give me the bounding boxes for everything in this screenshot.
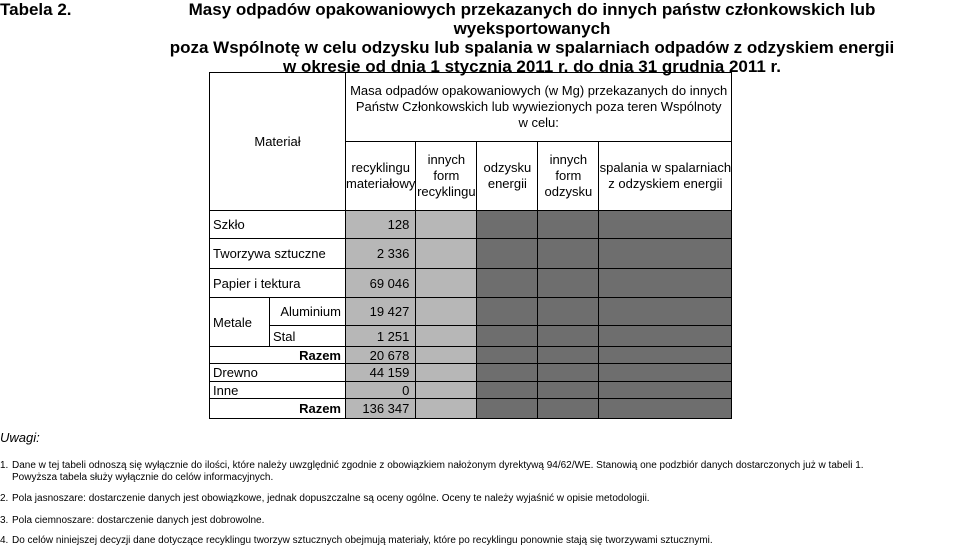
note-4-number: 4. xyxy=(0,535,9,546)
cell-inne-inne-recykling xyxy=(416,382,477,399)
cell-razem-recykling: 136 347 xyxy=(346,399,416,419)
cell-stal-inne-recykling xyxy=(416,326,477,347)
note-2-number: 2. xyxy=(0,493,9,504)
subheader-spalanie: spalania w spalarniach z odzyskiem energii xyxy=(599,142,732,211)
cell-inne-odzysk-energii xyxy=(477,382,538,399)
cell-razem-inne-odzysk xyxy=(538,399,599,419)
material-header: Materiał xyxy=(210,73,346,211)
cell-inne-spalanie xyxy=(599,382,732,399)
cell-szklo-recykling: 128 xyxy=(346,211,416,239)
row-label-metale-razem: Razem xyxy=(210,347,346,364)
cell-aluminium-odzysk-energii xyxy=(477,298,538,326)
cell-stal-inne-odzysk xyxy=(538,326,599,347)
table-row xyxy=(210,382,732,399)
row-label-inne: Inne xyxy=(210,382,346,399)
cell-papier-spalanie xyxy=(599,269,732,298)
row-label-szklo: Szkło xyxy=(210,211,346,239)
table-row xyxy=(210,326,732,347)
table-row xyxy=(210,298,732,326)
cell-stal-spalanie xyxy=(599,326,732,347)
subheader-inne-formy-recyklingu: innych form recyklingu xyxy=(416,142,477,211)
title-line-1: Masy odpadów opakowaniowych przekazanych do innych państw członkowskich lub wyeksportowanych xyxy=(188,0,876,38)
row-label-razem: Razem xyxy=(210,399,346,419)
cell-inne-recykling: 0 xyxy=(346,382,416,399)
table-row xyxy=(210,399,732,419)
cell-stal-recykling: 1 251 xyxy=(346,326,416,347)
table-row xyxy=(210,239,732,269)
table-row xyxy=(210,347,732,364)
note-3-text: Pola ciemnoszare: dostarczenie danych jest dobrowolne. xyxy=(12,515,265,526)
cell-metale-razem-inne-recykling xyxy=(416,347,477,364)
cell-razem-spalanie xyxy=(599,399,732,419)
table-label: Tabela 2. xyxy=(0,0,72,19)
data-table xyxy=(209,72,732,419)
notes-title: Uwagi: xyxy=(0,430,40,445)
note-1 xyxy=(0,460,960,484)
cell-aluminium-inne-recykling xyxy=(416,298,477,326)
cell-aluminium-recykling: 19 427 xyxy=(346,298,416,326)
note-2-text: Pola jasnoszare: dostarczenie danych jest obowiązkowe, jednak dopuszczalne są oceny ogólne. Oceny te należy wyjaśnić w opisie metodologii. xyxy=(12,493,650,504)
row-label-metale: Metale xyxy=(210,298,270,347)
table-row xyxy=(210,269,732,298)
subheader-odzysk-energii: odzysku energii xyxy=(477,142,538,211)
table-row xyxy=(210,211,732,239)
cell-tworzywa-odzysk-energii xyxy=(477,239,538,269)
subheader-recykling-materialowy: recyklingu materiałowy xyxy=(346,142,416,211)
cell-papier-inne-odzysk xyxy=(538,269,599,298)
cell-metale-razem-recykling: 20 678 xyxy=(346,347,416,364)
table-row xyxy=(210,364,732,382)
note-4 xyxy=(0,535,960,547)
row-label-stal: Stal xyxy=(270,326,346,347)
cell-metale-razem-spalanie xyxy=(599,347,732,364)
row-label-tworzywa: Tworzywa sztuczne xyxy=(210,239,346,269)
note-3-number: 3. xyxy=(0,515,9,526)
subheader-inne-formy-odzysku: innych form odzysku xyxy=(538,142,599,211)
cell-drewno-recykling: 44 159 xyxy=(346,364,416,382)
cell-tworzywa-spalanie xyxy=(599,239,732,269)
note-1-number: 1. xyxy=(0,460,9,471)
cell-szklo-inne-recykling xyxy=(416,211,477,239)
note-1-text: Dane w tej tabeli odnoszą się wyłącznie do ilości, które należy uwzględnić zgodnie z obowiązkiem nałożonym dyrektywą 94/62/WE. Stanowią one podzbiór danych dostarczonych już w tabeli 1. xyxy=(12,460,864,471)
cell-metale-razem-odzysk-energii xyxy=(477,347,538,364)
title-line-3: w okresie od dnia 1 stycznia 2011 r. do dnia 31 grudnia 2011 r. xyxy=(283,57,781,76)
cell-drewno-inne-odzysk xyxy=(538,364,599,382)
cell-razem-inne-recykling xyxy=(416,399,477,419)
note-4-text: Do celów niniejszej decyzji dane dotyczące recyklingu tworzyw sztucznych obejmują materiały, które po recyklingu ponownie stają się tworzywami sztucznymi. xyxy=(12,535,713,546)
row-label-drewno: Drewno xyxy=(210,364,346,382)
cell-szklo-spalanie xyxy=(599,211,732,239)
cell-metale-razem-inne-odzysk xyxy=(538,347,599,364)
cell-tworzywa-inne-odzysk xyxy=(538,239,599,269)
note-3 xyxy=(0,515,960,527)
cell-drewno-inne-recykling xyxy=(416,364,477,382)
cell-papier-inne-recykling xyxy=(416,269,477,298)
cell-drewno-odzysk-energii xyxy=(477,364,538,382)
cell-szklo-odzysk-energii xyxy=(477,211,538,239)
note-2 xyxy=(0,493,960,505)
cell-papier-odzysk-energii xyxy=(477,269,538,298)
cell-szklo-inne-odzysk xyxy=(538,211,599,239)
row-label-aluminium: Aluminium xyxy=(270,298,346,326)
cell-aluminium-spalanie xyxy=(599,298,732,326)
cell-aluminium-inne-odzysk xyxy=(538,298,599,326)
cell-drewno-spalanie xyxy=(599,364,732,382)
cell-tworzywa-inne-recykling xyxy=(416,239,477,269)
cell-papier-recykling: 69 046 xyxy=(346,269,416,298)
cell-inne-inne-odzysk xyxy=(538,382,599,399)
cell-razem-odzysk-energii xyxy=(477,399,538,419)
row-label-papier: Papier i tektura xyxy=(210,269,346,298)
table-title xyxy=(108,0,956,76)
cell-stal-odzysk-energii xyxy=(477,326,538,347)
note-1-text-2: Powyższa tabela służy wyłącznie do celów informacyjnych. xyxy=(12,472,274,483)
group-header: Masa odpadów opakowaniowych (w Mg) przekazanych do innych Państw Członkowskich lub wywiezionych poza teren Wspólnoty w celu: xyxy=(346,73,732,142)
cell-tworzywa-recykling: 2 336 xyxy=(346,239,416,269)
title-line-2: poza Wspólnotę w celu odzysku lub spalania w spalarniach odpadów z odzyskiem energii xyxy=(169,38,895,57)
